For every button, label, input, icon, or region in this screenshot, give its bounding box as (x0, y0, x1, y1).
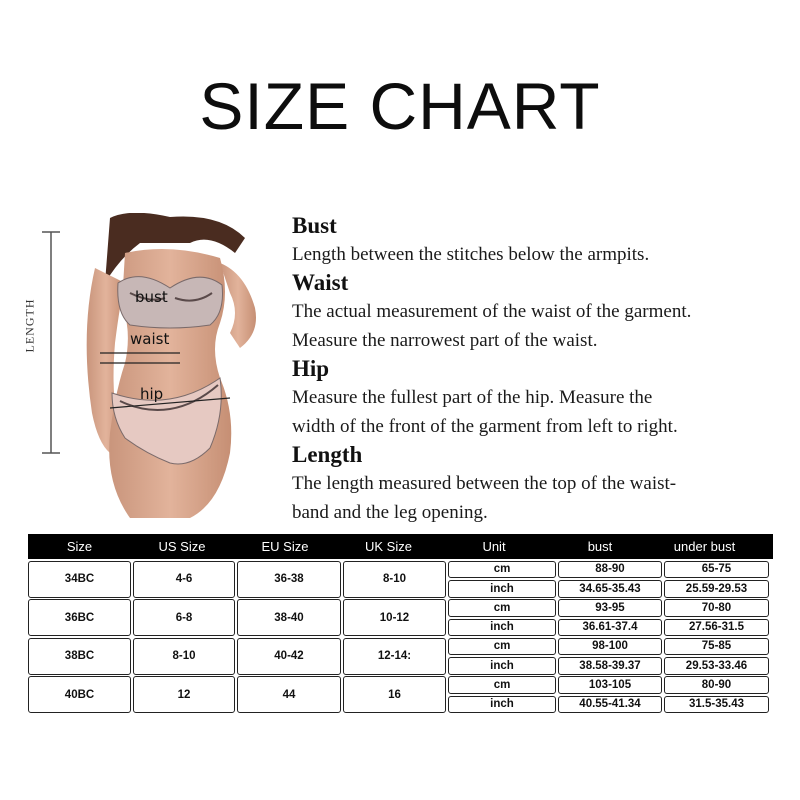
header-uk-size: UK Size (365, 539, 412, 554)
under-bust-cm: 70-80 (664, 599, 769, 617)
bust-cm: 88-90 (558, 561, 662, 579)
bust-cm: 98-100 (558, 638, 662, 656)
under-bust-inch: 25.59-29.53 (664, 580, 769, 598)
model-photo (70, 213, 280, 518)
header-bust: bust (587, 539, 613, 554)
unit-inch: inch (448, 696, 556, 714)
unit-inch: inch (448, 580, 556, 598)
table-row (28, 638, 773, 675)
uk-size-cell: 8-10 (343, 561, 446, 598)
length-heading: Length (292, 442, 363, 467)
size-cell: 34BC (28, 561, 131, 598)
table-row (28, 561, 773, 598)
length-desc-line: The length measured between the top of the waist- (292, 473, 677, 494)
eu-size-cell: 36-38 (237, 561, 341, 598)
under-bust-inch: 31.5-35.43 (664, 696, 769, 714)
table-header (28, 534, 773, 559)
hip-desc-line: width of the front of the garment from left to right. (292, 416, 678, 437)
measurement-descriptions (292, 212, 792, 527)
eu-size-cell: 40-42 (237, 638, 341, 675)
unit-inch: inch (448, 619, 556, 637)
bust-inch: 40.55-41.34 (558, 696, 662, 714)
bust-cm: 93-95 (558, 599, 662, 617)
unit-inch: inch (448, 657, 556, 675)
us-size-cell: 8-10 (133, 638, 235, 675)
bust-cm: 103-105 (558, 676, 662, 694)
header-us-size: US Size (158, 539, 206, 554)
length-label: LENGTH (22, 298, 37, 353)
bust-heading: Bust (292, 213, 337, 238)
bust-inch: 34.65-35.43 (558, 580, 662, 598)
unit-cm: cm (448, 599, 556, 617)
bust-inch: 36.61-37.4 (558, 619, 662, 637)
under-bust-cm: 80-90 (664, 676, 769, 694)
length-desc-line: band and the leg opening. (292, 502, 488, 523)
under-bust-cm: 75-85 (664, 638, 769, 656)
unit-cm: cm (448, 676, 556, 694)
waist-label: waist (130, 330, 170, 348)
under-bust-inch: 27.56-31.5 (664, 619, 769, 637)
bust-label: bust (135, 288, 168, 306)
table-row (28, 599, 773, 636)
under-bust-inch: 29.53-33.46 (664, 657, 769, 675)
size-table (28, 534, 773, 713)
size-cell: 38BC (28, 638, 131, 675)
size-cell: 36BC (28, 599, 131, 636)
bust-inch: 38.58-39.37 (558, 657, 662, 675)
header-eu-size: EU Size (261, 539, 309, 554)
length-ruler (38, 230, 64, 455)
us-size-cell: 6-8 (133, 599, 235, 636)
hip-label: hip (140, 385, 164, 403)
table-row (28, 676, 773, 713)
unit-cm: cm (448, 638, 556, 656)
unit-cm: cm (448, 561, 556, 579)
us-size-cell: 4-6 (133, 561, 235, 598)
hip-desc-line: Measure the fullest part of the hip. Measure the (292, 387, 653, 408)
waist-desc-line: Measure the narrowest part of the waist. (292, 330, 598, 351)
eu-size-cell: 44 (237, 676, 341, 713)
bust-desc-line: Length between the stitches below the armpits. (292, 244, 650, 265)
uk-size-cell: 10-12 (343, 599, 446, 636)
under-bust-cm: 65-75 (664, 561, 769, 579)
header-unit: Unit (482, 539, 506, 554)
us-size-cell: 12 (133, 676, 235, 713)
uk-size-cell: 16 (343, 676, 446, 713)
header-size: Size (66, 539, 93, 554)
size-cell: 40BC (28, 676, 131, 713)
waist-desc-line: The actual measurement of the waist of the garment. (292, 301, 692, 322)
uk-size-cell: 12-14: (343, 638, 446, 675)
header-under-bust: under bust (673, 539, 736, 554)
eu-size-cell: 38-40 (237, 599, 341, 636)
waist-heading: Waist (292, 270, 349, 295)
hip-heading: Hip (292, 356, 330, 381)
page-title: SIZE CHART (199, 69, 601, 143)
